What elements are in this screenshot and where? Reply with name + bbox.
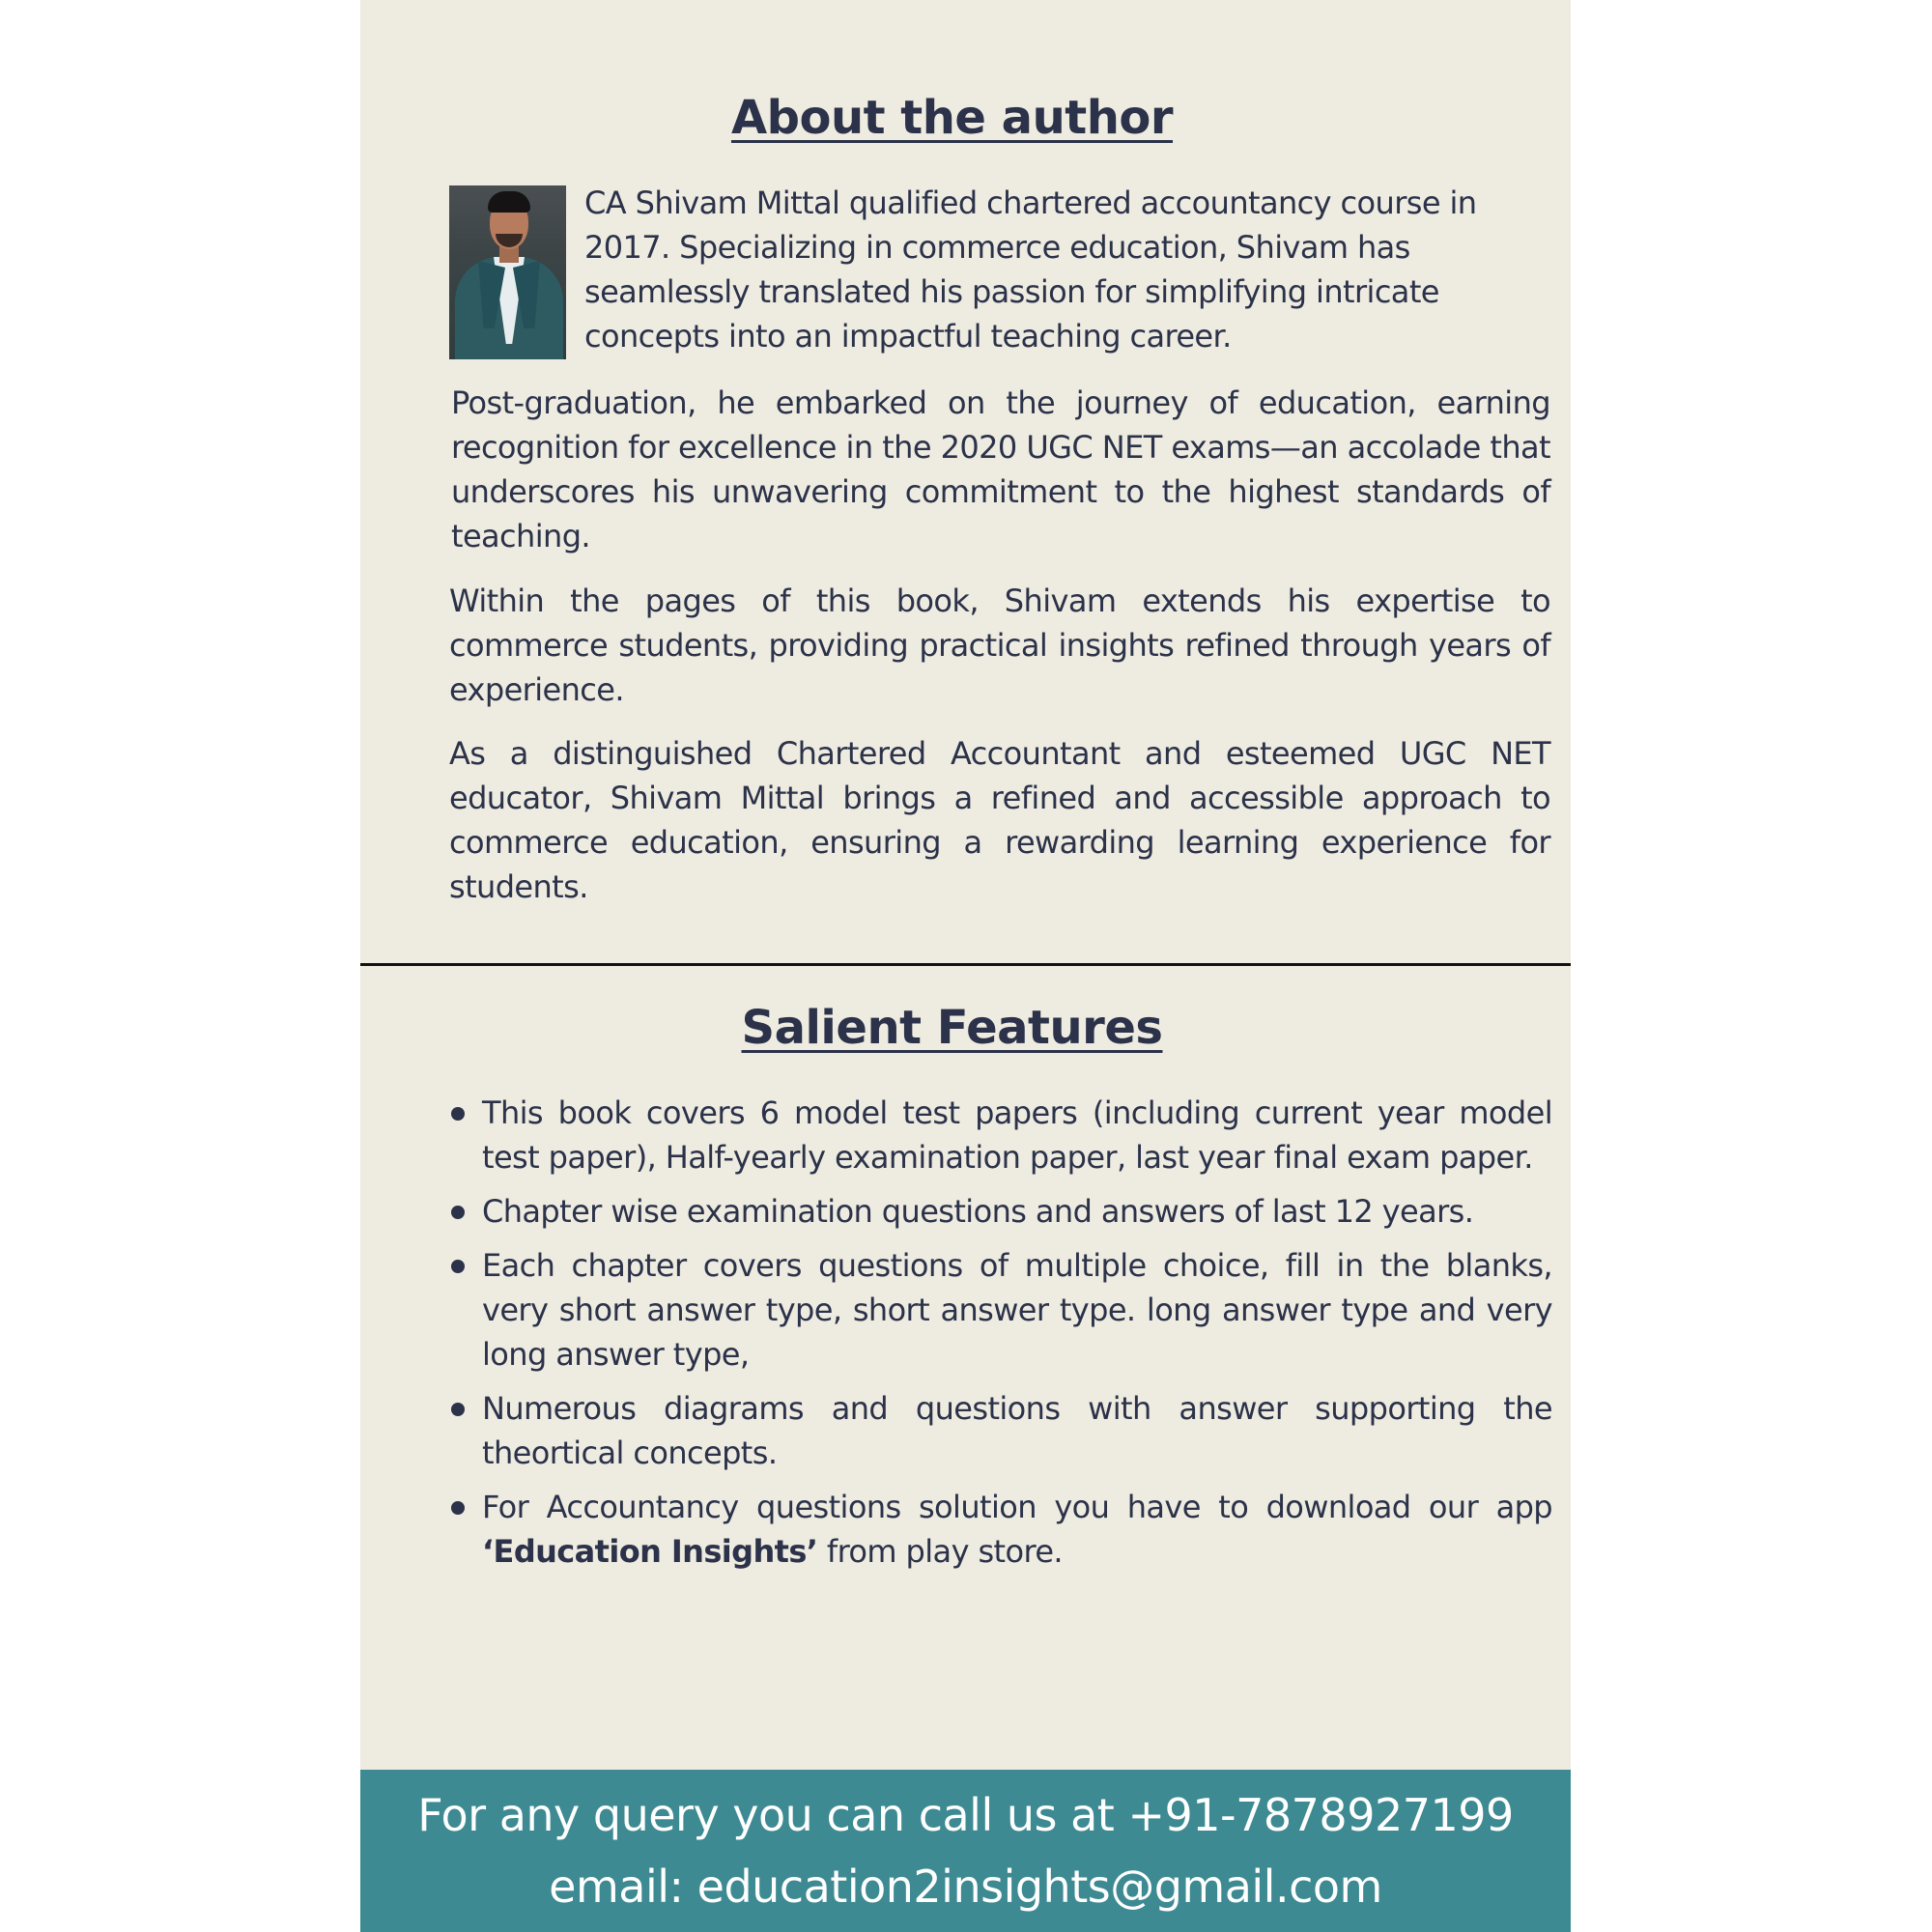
author-paragraph-4: As a distinguished Chartered Accountant and esteemed UGC NET educator, Shivam Mittal brings a refined and accessible approach to commerce education, ensuring a rewarding learning experience for students. (449, 735, 1550, 905)
feature-item (449, 1485, 1552, 1574)
contact-phone: For any query you can call us at +91-7878927199 (417, 1789, 1514, 1841)
salient-features-heading: Salient Features (741, 1001, 1163, 1055)
feature-item (449, 1091, 1552, 1179)
about-author-heading: About the author (730, 91, 1174, 145)
author-paragraph-2: Post-graduation, he embarked on the journey of education, earning recognition for excellence in the 2020 UGC NET exams—an accolade that underscores his unwavering commitment to the highest standards of teaching. (451, 384, 1550, 554)
contact-email: email: education2insights@gmail.com (549, 1861, 1382, 1913)
back-cover-page (360, 0, 1571, 1932)
section-divider (360, 963, 1571, 966)
feature-text: Chapter wise examination questions and answers of last 12 years. (482, 1193, 1474, 1230)
feature-item (449, 1189, 1552, 1234)
feature-text-suffix: from play store. (817, 1533, 1063, 1570)
bullet-icon (451, 1501, 465, 1515)
app-name: ‘Education Insights’ (482, 1533, 818, 1570)
bullet-icon (451, 1260, 465, 1273)
feature-item (449, 1243, 1552, 1377)
features-list (449, 1091, 1552, 1583)
bullet-icon (451, 1403, 465, 1416)
contact-footer (360, 1770, 1571, 1932)
feature-text: Each chapter covers questions of multiple choice, fill in the blanks, very short answer type, short answer type. long answer type and very long answer type, (482, 1247, 1552, 1373)
author-paragraph-3: Within the pages of this book, Shivam extends his expertise to commerce students, providing practical insights refined through years of experience. (449, 582, 1550, 708)
feature-text: Numerous diagrams and questions with answer supporting the theortical concepts. (482, 1390, 1552, 1471)
author-photo (449, 185, 566, 359)
bullet-icon (451, 1206, 465, 1219)
feature-text: This book covers 6 model test papers (including current year model test paper), Half-yearly examination paper, last year final exam paper. (482, 1094, 1552, 1176)
feature-text-prefix: For Accountancy questions solution you have to download our app (482, 1489, 1552, 1525)
bullet-icon (451, 1107, 465, 1121)
feature-item (449, 1386, 1552, 1475)
author-paragraph-1: CA Shivam Mittal qualified chartered accountancy course in 2017. Specializing in commerce education, Shivam has seamlessly translated his passion for simplifying intricate concepts into an impactful teaching career. (584, 185, 1477, 355)
